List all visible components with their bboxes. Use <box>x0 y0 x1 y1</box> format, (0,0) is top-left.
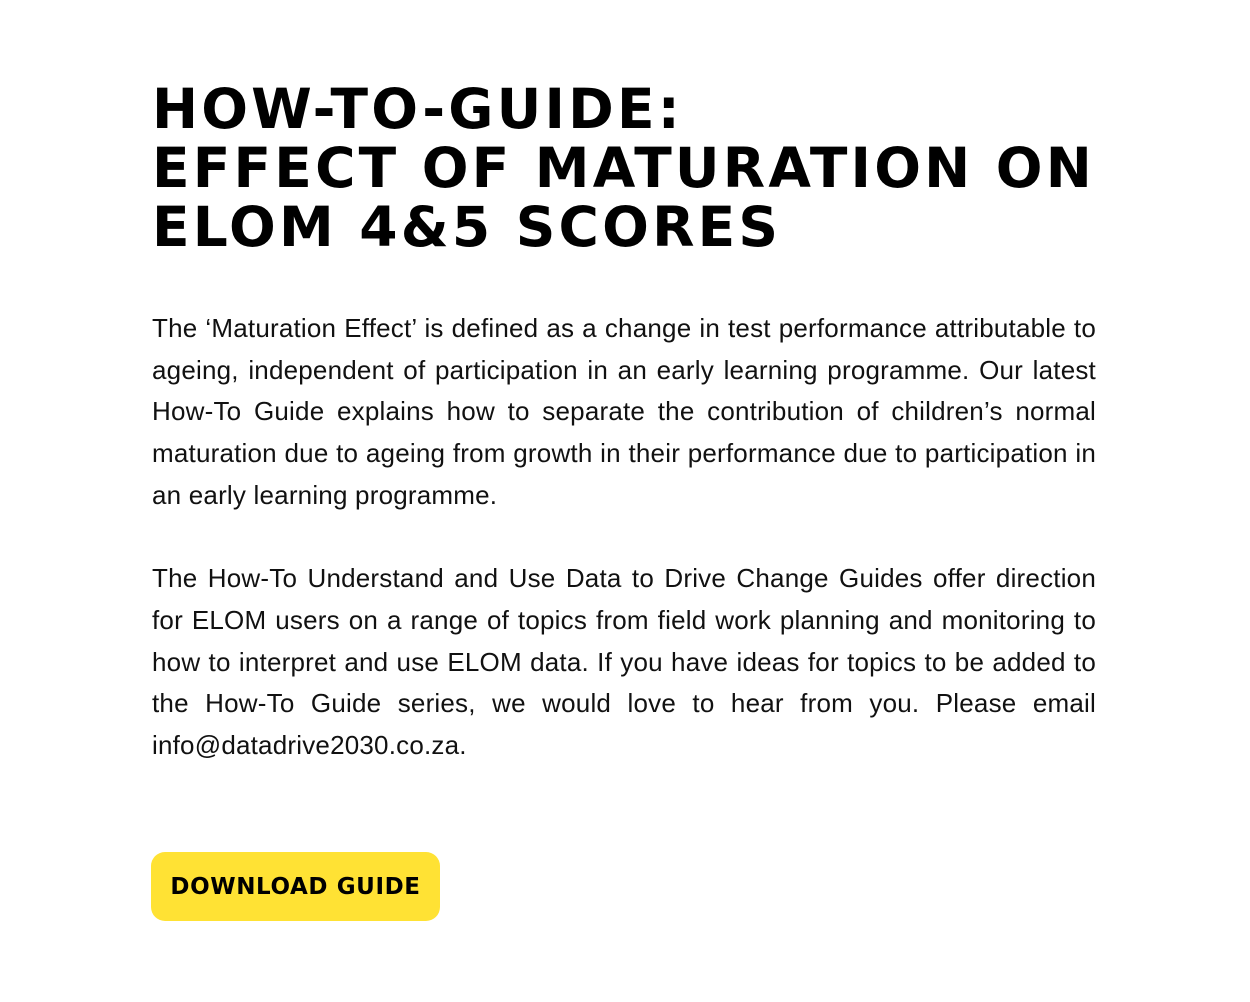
title-line-3: ELOM 4&5 SCORES <box>152 195 782 259</box>
paragraph-maturation-effect: The ‘Maturation Effect’ is defined as a change in test performance attributable to ageing, independent of participation in an early learning programme. Our latest How-To Guide explains how to separate the contribution of children’s normal maturation due to ageing from growth in their performance due to participation in an early learning programme. <box>152 313 1096 510</box>
title-line-2: EFFECT OF MATURATION ON <box>152 136 1095 200</box>
guide-description <box>152 308 1096 767</box>
guide-content <box>152 77 1096 767</box>
paragraph-guides-series: The How-To Understand and Use Data to Drive Change Guides offer direction for ELOM users on a range of topics from field work planning and monitoring to how to interpret and use ELOM data. If you have ideas for topics to be added to the How-To Guide series, we would love to hear from you. Please email info@datadrive2030.co.za. <box>152 563 1096 761</box>
title-line-1: HOW-TO-GUIDE: <box>152 77 683 141</box>
download-guide-button[interactable]: DOWNLOAD GUIDE <box>151 852 440 921</box>
page-title <box>152 77 1096 259</box>
